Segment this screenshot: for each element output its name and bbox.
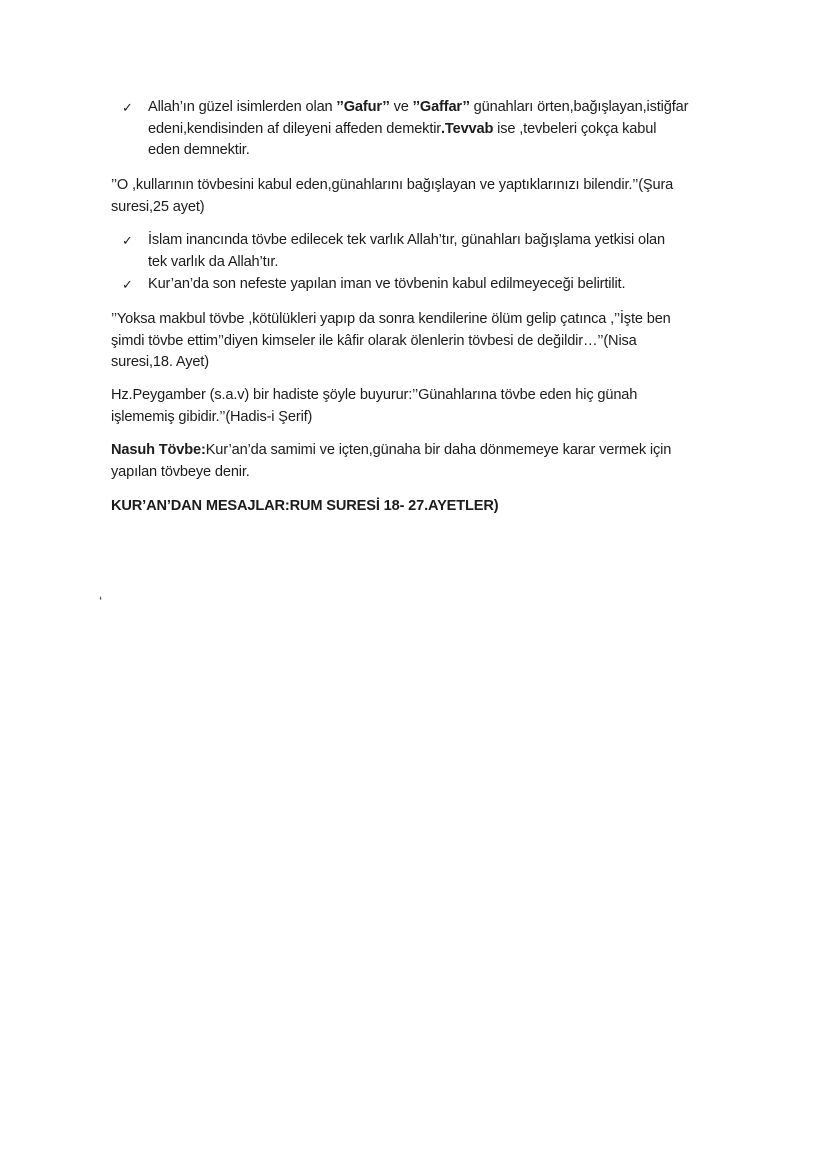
- bullet-line: [148, 119, 752, 141]
- hadith-paragraph: [111, 385, 751, 428]
- text-span: ise ,tevbeleri çokça kabul: [493, 120, 657, 137]
- definition-line: [111, 440, 751, 462]
- check-icon: ✓: [122, 233, 133, 248]
- term-gaffar: ’’Gaffar’’: [412, 99, 470, 115]
- bullet-item-gafur-gaffar: [122, 97, 752, 162]
- bullet-line: İslam inancında tövbe edilecek tek varlık Allah’tır, günahları bağışlama yetkisi olan: [148, 232, 665, 248]
- bullet-line: tek varlık da Allah’tır.: [148, 253, 279, 270]
- check-icon: ✓: [122, 277, 133, 292]
- quote-line: ’’O ,kullarının tövbesini kabul eden,günahlarını bağışlayan ve yaptıklarınızı bilendir.’’(Şura: [111, 177, 674, 193]
- nasuh-tovbe-definition: [111, 440, 751, 483]
- term-nasuh-tovbe: Nasuh Tövbe:: [111, 442, 206, 458]
- term-gafur: ’’Gafur’’: [336, 99, 390, 115]
- bullet-item-son-nefes: [122, 274, 752, 296]
- text-span: ve: [389, 99, 413, 115]
- quote-nisa-18: [111, 309, 751, 374]
- bullet-line: Kur’an’da son nefeste yapılan iman ve tövbenin kabul edilmeyeceği belirtilit.: [148, 276, 626, 292]
- hadith-line: işlememiş gibidir.’’(Hadis-i Şerif): [111, 408, 313, 425]
- check-icon: ✓: [122, 100, 133, 115]
- text-span: Kur’an’da samimi ve içten,günaha bir daha dönmemeye karar vermek için: [205, 442, 672, 458]
- text-span: edeni,kendisinden af dileyeni affeden demektir: [148, 120, 442, 137]
- bullet-item-tovbe-allah: [122, 230, 752, 273]
- bullet-line: [148, 97, 752, 119]
- quote-sura-25: [111, 175, 751, 218]
- text-span: günahları örten,bağışlayan,istiğfar: [469, 99, 689, 115]
- text-span: Allah’ın güzel isimlerden olan: [148, 99, 337, 115]
- stray-mark: ‘: [99, 593, 103, 609]
- quote-line: suresi,25 ayet): [111, 198, 205, 215]
- term-tevvab: .Tevvab: [441, 120, 494, 137]
- definition-line: yapılan tövbeye denir.: [111, 463, 250, 480]
- quote-line: suresi,18. Ayet): [111, 354, 209, 370]
- quote-line: şimdi tövbe ettim’’diyen kimseler ile kâfir olarak ölenlerin tövbesi de değildir…’’(Nisa: [111, 332, 637, 349]
- quote-line: ’’Yoksa makbul tövbe ,kötülükleri yapıp da sonra kendilerine ölüm gelip çatınca ,’’İşte ben: [111, 311, 671, 327]
- hadith-line: Hz.Peygamber (s.a.v) bir hadiste şöyle buyurur:’’Günahlarına tövbe eden hiç günah: [111, 387, 638, 403]
- bullet-line: eden demnektir.: [148, 142, 250, 158]
- section-heading: KUR’AN’DAN MESAJLAR:RUM SURESİ 18- 27.AYETLER): [111, 498, 499, 514]
